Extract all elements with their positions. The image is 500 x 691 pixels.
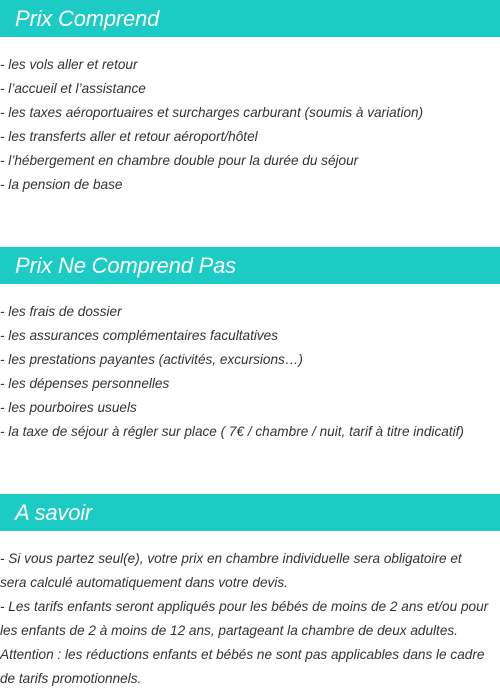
info-paragraph: [0, 547, 500, 691]
info-line: sera calculé automatiquement dans votre devis.: [0, 575, 288, 590]
list-item: - l’hébergement en chambre double pour la durée du séjour: [0, 153, 359, 168]
list-item: - les frais de dossier: [0, 304, 122, 319]
info-line: - Les tarifs enfants seront appliqués pour les bébés de moins de 2 ans et/ou pour: [0, 599, 489, 614]
info-line: de tarifs promotionnels.: [0, 671, 142, 686]
excluded-list: [0, 300, 500, 444]
info-line: Attention : les réductions enfants et bébés ne sont pas applicables dans le cadre: [0, 647, 485, 662]
info-line: - Si vous partez seul(e), votre prix en chambre individuelle sera obligatoire et: [0, 551, 462, 566]
list-item: - les assurances complémentaires facultatives: [0, 328, 279, 343]
info-line: les enfants de 2 à moins de 12 ans, partageant la chambre de deux adultes.: [0, 623, 458, 638]
section-title: Prix Ne Comprend Pas: [15, 252, 236, 278]
section-title: A savoir: [15, 499, 93, 525]
list-item: - les prestations payantes (activités, excursions…): [0, 352, 303, 367]
list-item: - les dépenses personnelles: [0, 376, 170, 391]
included-list: [0, 53, 500, 197]
section-title: Prix Comprend: [15, 5, 160, 31]
list-item: - la taxe de séjour à régler sur place ( 7€ / chambre / nuit, tarif à titre indicatif): [0, 424, 464, 439]
list-item: - l’accueil et l’assistance: [0, 81, 146, 96]
section-header-prix-ne-comprend-pas: [0, 247, 500, 284]
list-item: - les vols aller et retour: [0, 57, 138, 72]
list-item: - les taxes aéroportuaires et surcharges carburant (soumis à variation): [0, 105, 424, 120]
section-header-a-savoir: [0, 494, 500, 531]
list-item: - les transferts aller et retour aéroport/hôtel: [0, 129, 258, 144]
list-item: - la pension de base: [0, 177, 123, 192]
section-header-prix-comprend: [0, 0, 500, 37]
list-item: - les pourboires usuels: [0, 400, 137, 415]
